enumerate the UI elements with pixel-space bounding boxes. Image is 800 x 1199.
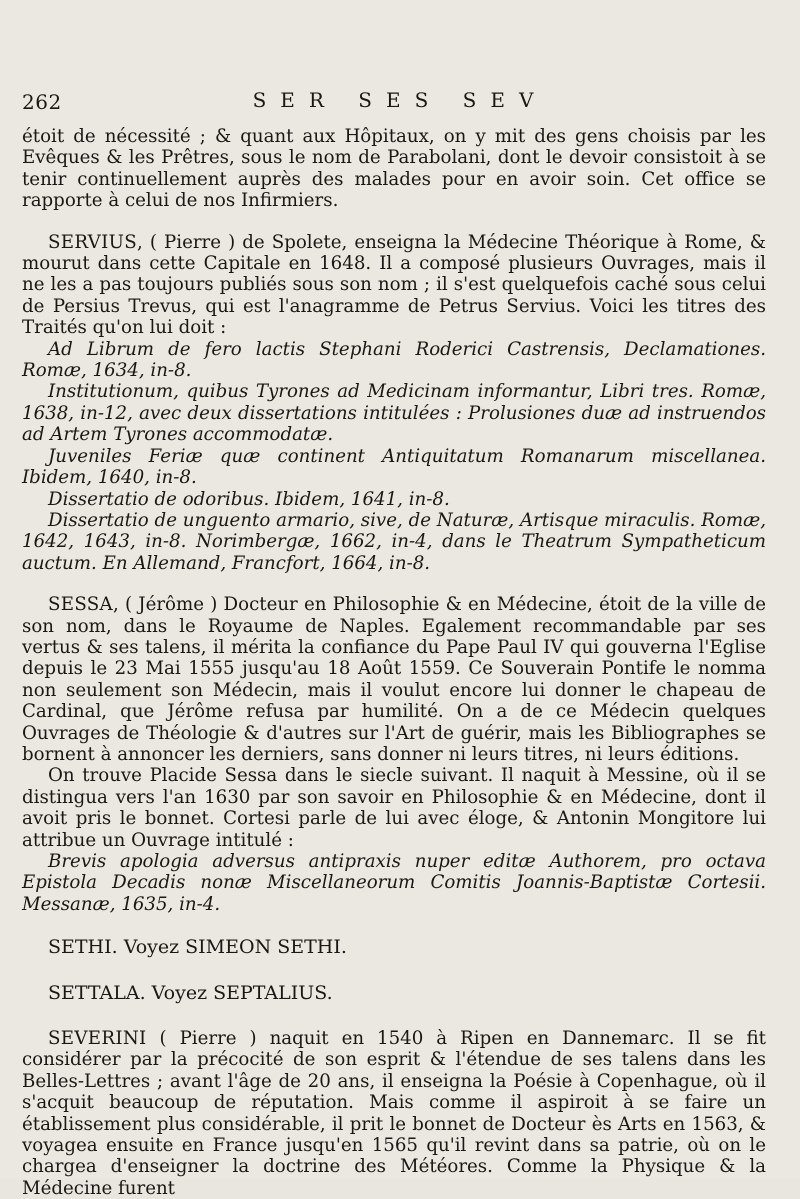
entry-text: ( Pierre ) naquit en 1540 à Ripen en Dannemarc. Il se fit considérer par la précocité de son esprit & l'étendue de ses talens dans les Belles-Lettres ; avant l'âge de 20 ans, il enseigna la Poésie à Copenhague, où il s'acquit beaucoup de réputation. Mais comme il aspiroit à se faire un établissement plus considérable, il prit le bonnet de Docteur ès Arts en 1563, & voyagea ensuite en France jusqu'en 1565 qu'il revint dans sa patrie, où on le chargea d'enseigner la doctrine des Météores. Comme la Physique & la Médecine furent — [22, 1028, 766, 1199]
page-body — [22, 126, 766, 1199]
entry-sessa-continued: On trouve Placide Sessa dans le siecle suivant. Il naquit à Messine, où il se distingua vers l'an 1630 par son savoir en Philosophie & en Médecine, dont il avoit pris le bonnet. Cortesi parle de lui avec éloge, & Antonin Mongitore lui attribue un Ouvrage intitulé : — [22, 765, 766, 851]
entry-name: SERVIUS — [48, 231, 137, 253]
citation: Dissertatio de odoribus. Ibidem, 1641, in-8. — [48, 488, 450, 510]
citation: Dissertatio de unguento armario, sive, de Naturæ, Artisque miraculis. Romæ, 1642, 1643, in-8. Norimbergæ, 1662, in-4, dans le Theatrum Sympatheticum auctum. En Allemand, Francfort, 1664, in-8. — [22, 509, 766, 574]
entry-name: SESSA — [48, 594, 113, 616]
entry-text: , ( Pierre ) de Spolete, enseigna la Médecine Théorique à Rome, & mourut dans cette Capitale en 1648. Il a composé plusieurs Ouvrages, mais il ne les a pas toujours publiés sous son nom ; il s'est quelquefois caché sous celui de Persius Trevus, qui est l'anagramme de Petrus Servius. Voici les titres des Traités qu'on lui doit : — [22, 231, 766, 339]
citation: Ad Librum de fero lactis Stephani Roderici Castrensis, Declamationes. Romæ, 1634, in-8. — [22, 338, 766, 382]
page-header — [20, 88, 780, 120]
entry-sessa — [22, 594, 766, 765]
cross-reference-settala: SETTALA. Voyez SEPTALIUS. — [48, 981, 333, 1004]
citation: Institutionum, quibus Tyrones ad Medicinam informantur, Libri tres. Romæ, 1638, in-12, avec deux dissertations intitulées : Prolusiones duæ ad instruendos ad Artem Tyrones accommodatæ. — [22, 381, 766, 446]
running-head: SER SES SEV — [252, 88, 548, 112]
entry-name: SEVERINI — [48, 1028, 147, 1050]
citation: Juveniles Feriæ quæ continent Antiquitatum Romanarum miscellanea. Ibidem, 1640, in-8. — [22, 445, 766, 489]
entry-servius — [22, 232, 766, 339]
cross-reference-sethi: SETHI. Voyez SIMEON SETHI. — [48, 936, 347, 959]
continued-paragraph: étoit de nécessité ; & quant aux Hôpitaux, on y mit des gens choisis par les Evêques & les Prêtres, sous le nom de Parabolani, dont le devoir consistoit à se tenir continuellement auprès des malades pour en avoir soin. Cet office se rapporte à celui de nos Infirmiers. — [22, 126, 766, 212]
page-number: 262 — [22, 90, 62, 114]
citation: Brevis apologia adversus antipraxis nuper editæ Authorem, pro octava Epistola Decadis nonæ Miscellaneorum Comitis Joannis-Baptistæ Cortesii. Messanæ, 1635, in-4. — [22, 851, 766, 915]
entry-severini — [22, 1028, 766, 1199]
entry-text: , ( Jérôme ) Docteur en Philosophie & en Médecine, étoit de la ville de son nom, dans le Royaume de Naples. Egalement recommandable par ses vertus & ses talens, il mérita la confiance du Pape Paul IV qui gouverna l'Eglise depuis le 23 Mai 1555 jusqu'au 18 Août 1559. Ce Souverain Pontife le nomma non seulement son Médecin, mais il voulut encore lui donner le chapeau de Cardinal, que Jérôme refusa par humilité. On a de ce Médecin quelques Ouvrages de Théologie & d'autres sur l'Art de guérir, mais les Bibliographes se bornent à annoncer les derniers, sans donner ni leurs titres, ni leurs éditions. — [22, 594, 766, 765]
